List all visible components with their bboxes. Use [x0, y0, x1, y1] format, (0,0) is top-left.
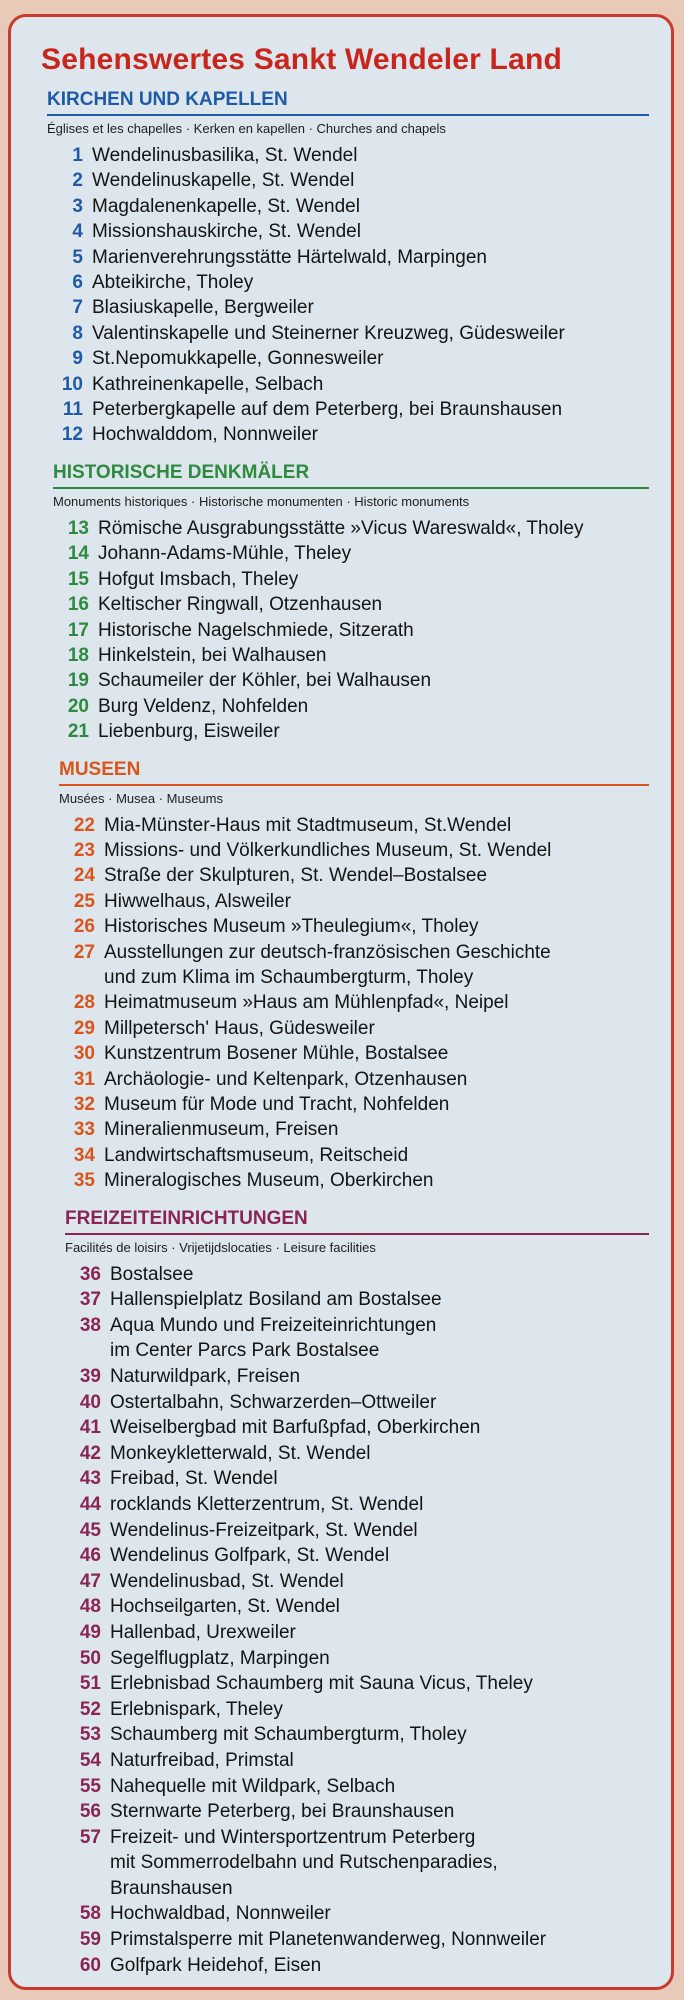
item-text-block — [110, 1287, 649, 1313]
item-text: Peterbergkapelle auf dem Peterberg, bei Braunshausen — [92, 399, 563, 421]
list-item — [41, 245, 649, 270]
list-item — [59, 1927, 649, 1953]
list-item — [41, 219, 649, 244]
item-number: 59 — [79, 1929, 101, 1951]
item-text-block — [110, 1825, 649, 1902]
item-text: Kathreinenkapelle, Selbach — [92, 373, 324, 395]
item-text: Bostalsee — [110, 1263, 194, 1285]
list-item — [59, 1364, 649, 1390]
item-number: 14 — [67, 543, 89, 565]
item-text-block — [110, 1774, 649, 1800]
item-text-block — [110, 1543, 649, 1569]
item-text-block — [92, 194, 649, 219]
item-text: Hochwalddom, Nonnweiler — [92, 424, 318, 446]
item-text: Straße der Skulpturen, St. Wendel–Bostalsee — [104, 865, 488, 887]
item-text: Hochwaldbad, Nonnweiler — [110, 1903, 331, 1925]
item-number: 39 — [79, 1366, 101, 1387]
item-number: 37 — [79, 1289, 101, 1311]
item-number: 9 — [72, 348, 83, 370]
list-item — [59, 1313, 649, 1364]
item-number: 41 — [79, 1417, 101, 1439]
item-text: Abteikirche, Tholey — [92, 272, 254, 294]
item-number: 26 — [73, 916, 95, 938]
list-item — [59, 1697, 649, 1723]
list-item — [41, 194, 649, 219]
list-item — [53, 940, 649, 991]
item-number: 45 — [79, 1519, 101, 1541]
list-item — [59, 1518, 649, 1544]
item-text-block — [92, 422, 649, 447]
item-number: 49 — [79, 1621, 101, 1643]
section-heading: FREIZEITEINRICHTUNGEN — [65, 1208, 649, 1235]
item-text: Freizeit- und Wintersportzentrum Peterberg — [110, 1826, 476, 1848]
item-text-block — [92, 321, 649, 346]
item-number: 2 — [72, 170, 83, 192]
item-text-block — [110, 1927, 649, 1953]
item-number: 8 — [72, 322, 83, 344]
list-item — [59, 1492, 649, 1518]
list-item — [53, 914, 649, 939]
item-number: 38 — [79, 1314, 101, 1336]
item-text-block — [104, 1092, 649, 1117]
item-number: 29 — [73, 1017, 95, 1039]
item-text: Wendelinuskapelle, St. Wendel — [92, 170, 355, 192]
list-item — [59, 1390, 649, 1416]
item-text-block — [110, 1313, 649, 1364]
item-text-block — [110, 1620, 649, 1646]
item-text: Primstalsperre mit Planetenwanderweg, Nonnweiler — [110, 1929, 547, 1951]
item-text: Valentinskapelle und Steinerner Kreuzweg, Güdesweiler — [92, 322, 565, 344]
section-subtitle: Musées · Musea · Museums — [59, 790, 223, 806]
item-text-continued: und zum Klima im Schaumbergturm, Tholey — [104, 966, 474, 988]
list-item — [41, 321, 649, 346]
item-number: 12 — [61, 424, 83, 446]
item-text: Kunstzentrum Bosener Mühle, Bostalsee — [104, 1043, 449, 1065]
item-text-block — [98, 567, 649, 592]
item-text-block — [98, 719, 649, 744]
item-text-block — [98, 516, 649, 541]
list-item — [59, 1671, 649, 1697]
item-number: 24 — [73, 865, 95, 887]
item-text: Hochseilgarten, St. Wendel — [110, 1596, 340, 1618]
item-text: Wendelinusbad, St. Wendel — [110, 1570, 344, 1592]
item-text-block — [110, 1594, 649, 1620]
item-text: Hiwwelhaus, Alsweiler — [104, 890, 291, 912]
list-item — [59, 1466, 649, 1492]
item-text: Liebenburg, Eisweiler — [98, 721, 280, 743]
item-text: Schaumberg mit Schaumbergturm, Tholey — [110, 1724, 467, 1746]
item-text: Missionshauskirche, St. Wendel — [92, 221, 361, 243]
list-item — [41, 397, 649, 422]
item-text-block — [92, 295, 649, 320]
list-item — [59, 1722, 649, 1748]
item-text: Johann-Adams-Mühle, Theley — [98, 543, 352, 565]
item-text: Freibad, St. Wendel — [110, 1468, 278, 1490]
section-heading: MUSEEN — [59, 759, 649, 786]
item-text: Museum für Mode und Tracht, Nohfelden — [104, 1094, 450, 1115]
item-text-block — [98, 618, 649, 643]
item-text: Erlebnisbad Schaumberg mit Sauna Vicus, Theley — [110, 1673, 533, 1695]
item-text: Aqua Mundo und Freizeiteinrichtungen — [110, 1314, 437, 1336]
list-item — [59, 1594, 649, 1620]
item-number: 1 — [72, 145, 83, 166]
item-text: Naturfreibad, Primstal — [110, 1749, 294, 1771]
item-text-block — [110, 1799, 649, 1825]
item-text-block — [110, 1569, 649, 1595]
item-text: Missions- und Völkerkundliches Museum, St. Wendel — [104, 839, 552, 861]
item-text-block — [104, 838, 649, 863]
list-item — [53, 1067, 649, 1092]
list-item — [53, 889, 649, 914]
item-number: 40 — [79, 1391, 101, 1413]
item-text-block — [104, 1067, 649, 1092]
item-number: 15 — [67, 568, 89, 590]
item-text-block — [110, 1953, 649, 1979]
item-text: Hallenspielplatz Bosiland am Bostalsee — [110, 1289, 442, 1311]
list-item — [53, 1117, 649, 1142]
item-number: 4 — [72, 221, 83, 243]
list-item — [53, 838, 649, 863]
item-number: 7 — [72, 297, 83, 319]
item-number: 6 — [72, 272, 83, 294]
item-number: 35 — [73, 1170, 95, 1192]
item-text: Hofgut Imsbach, Theley — [98, 568, 299, 590]
item-text: Monkeykletterwald, St. Wendel — [110, 1442, 371, 1464]
item-text-block — [110, 1697, 649, 1723]
item-number: 60 — [79, 1954, 101, 1976]
list-item — [59, 1441, 649, 1467]
sign-title: Sehenswertes Sankt Wendeler Land — [41, 43, 563, 76]
item-text-block — [104, 1143, 649, 1168]
item-number: 19 — [67, 670, 89, 692]
item-number: 54 — [79, 1749, 101, 1771]
item-text-block — [110, 1390, 649, 1416]
list-item — [47, 618, 649, 643]
item-number: 10 — [61, 373, 83, 395]
item-number: 20 — [67, 695, 89, 717]
list-item — [47, 643, 649, 668]
item-number: 16 — [67, 594, 89, 616]
item-number: 3 — [72, 195, 83, 217]
item-number: 52 — [79, 1698, 101, 1720]
item-text-block — [92, 245, 649, 270]
item-text-block — [104, 914, 649, 939]
item-text: Wendelinusbasilika, St. Wendel — [92, 145, 358, 166]
item-number: 18 — [67, 644, 89, 666]
item-number: 50 — [79, 1647, 101, 1669]
list-item — [47, 516, 649, 541]
item-text: Sternwarte Peterberg, bei Braunshausen — [110, 1801, 455, 1823]
item-text: Wendelinus Golfpark, St. Wendel — [110, 1545, 390, 1567]
item-number: 57 — [79, 1826, 101, 1848]
item-text-block — [104, 1117, 649, 1142]
item-number: 48 — [79, 1596, 101, 1618]
item-text: Mineralienmuseum, Freisen — [104, 1119, 339, 1141]
item-text-block — [110, 1518, 649, 1544]
list-item — [59, 1262, 649, 1288]
list-item — [59, 1825, 649, 1902]
list-item — [47, 567, 649, 592]
item-number: 44 — [79, 1493, 101, 1515]
list-item — [59, 1748, 649, 1774]
list-item — [59, 1953, 649, 1979]
item-text: Burg Veldenz, Nohfelden — [98, 695, 309, 717]
list-item — [47, 668, 649, 693]
item-text: Hallenbad, Urexweiler — [110, 1621, 296, 1643]
item-number: 25 — [73, 890, 95, 912]
item-number: 5 — [72, 246, 83, 268]
item-text-block — [104, 813, 649, 838]
section-subtitle: Facilités de loisirs · Vrijetijdslocaties · Leisure facilities — [65, 1239, 376, 1255]
list-item — [59, 1620, 649, 1646]
list-item — [53, 813, 649, 838]
item-number: 42 — [79, 1442, 101, 1464]
list-item — [47, 719, 649, 744]
section-subtitle: Monuments historiques · Historische monumenten · Historic monuments — [53, 493, 470, 509]
item-text: Hinkelstein, bei Walhausen — [98, 644, 327, 666]
item-text-block — [104, 1168, 649, 1193]
item-text: Römische Ausgrabungsstätte »Vicus Wareswald«, Tholey — [98, 517, 584, 539]
list-item — [41, 295, 649, 320]
item-text: Mineralogisches Museum, Oberkirchen — [104, 1170, 434, 1192]
item-number: 13 — [67, 517, 89, 539]
item-text-block — [92, 143, 649, 168]
item-text: Naturwildpark, Freisen — [110, 1366, 301, 1387]
item-text: Schaumeiler der Köhler, bei Walhausen — [98, 670, 432, 692]
list-item — [41, 143, 649, 168]
list-item — [53, 1092, 649, 1117]
item-number: 23 — [73, 839, 95, 861]
item-text-block — [110, 1441, 649, 1467]
list-item — [53, 1041, 649, 1066]
item-text: Mia-Münster-Haus mit Stadtmuseum, St.Wendel — [104, 814, 512, 836]
item-number: 28 — [73, 992, 95, 1014]
list-item — [47, 694, 649, 719]
item-text-block — [98, 592, 649, 617]
list-item — [47, 592, 649, 617]
item-text-block — [98, 541, 649, 566]
item-list — [53, 813, 649, 1194]
item-text-block — [110, 1262, 649, 1288]
item-number: 55 — [79, 1775, 101, 1797]
item-text-block — [92, 219, 649, 244]
section-monuments — [47, 462, 649, 745]
item-text-block — [110, 1646, 649, 1672]
list-item — [59, 1415, 649, 1441]
item-number: 46 — [79, 1545, 101, 1567]
list-item — [59, 1569, 649, 1595]
item-text: Historisches Museum »Theulegium«, Tholey — [104, 916, 479, 938]
sections-container — [35, 89, 649, 1978]
item-text: Historische Nagelschmiede, Sitzerath — [98, 619, 414, 641]
item-text-block — [92, 372, 649, 397]
item-text-block — [92, 270, 649, 295]
section-heading: KIRCHEN UND KAPELLEN — [47, 89, 649, 116]
item-text-block — [110, 1722, 649, 1748]
item-number: 17 — [67, 619, 89, 641]
item-list — [47, 516, 649, 745]
item-text: Heimatmuseum »Haus am Mühlenpfad«, Neipel — [104, 992, 509, 1014]
list-item — [41, 422, 649, 447]
item-text-block — [110, 1466, 649, 1492]
list-item — [53, 1143, 649, 1168]
list-item — [59, 1799, 649, 1825]
list-item — [53, 990, 649, 1015]
item-number: 27 — [73, 941, 95, 963]
list-item — [59, 1774, 649, 1800]
list-item — [41, 346, 649, 371]
information-sign — [8, 14, 674, 1990]
item-text: Golfpark Heidehof, Eisen — [110, 1954, 322, 1976]
item-number: 32 — [73, 1094, 95, 1115]
item-text: Magdalenenkapelle, St. Wendel — [92, 195, 360, 217]
section-churches — [41, 89, 649, 448]
item-text: Archäologie- und Keltenpark, Otzenhausen — [104, 1068, 468, 1090]
list-item — [41, 270, 649, 295]
item-number: 34 — [73, 1144, 95, 1166]
item-text-continued: mit Sommerrodelbahn und Rutschenparadies, — [110, 1852, 498, 1874]
item-text-continued: im Center Parcs Park Bostalsee — [110, 1340, 380, 1362]
item-text: Keltischer Ringwall, Otzenhausen — [98, 594, 383, 616]
item-number: 36 — [79, 1263, 101, 1285]
section-museums — [53, 759, 649, 1194]
item-text: Wendelinus-Freizeitpark, St. Wendel — [110, 1519, 418, 1541]
item-text-block — [110, 1364, 649, 1390]
item-text-continued: Braunshausen — [110, 1877, 233, 1899]
item-text: Nahequelle mit Wildpark, Selbach — [110, 1775, 396, 1797]
list-item — [59, 1901, 649, 1927]
item-text-block — [104, 889, 649, 914]
item-list — [59, 1262, 649, 1979]
item-number: 22 — [73, 814, 95, 836]
item-text-block — [98, 694, 649, 719]
item-number: 31 — [73, 1068, 95, 1090]
section-heading: HISTORISCHE DENKMÄLER — [53, 462, 649, 489]
item-number: 47 — [79, 1570, 101, 1592]
item-text: Erlebnispark, Theley — [110, 1698, 283, 1720]
list-item — [53, 1016, 649, 1041]
item-number: 21 — [67, 721, 89, 743]
item-text: Millpetersch' Haus, Güdesweiler — [104, 1017, 375, 1039]
item-text-block — [104, 990, 649, 1015]
item-text-block — [110, 1901, 649, 1927]
item-text-block — [104, 940, 649, 991]
item-text-block — [110, 1492, 649, 1518]
list-item — [59, 1646, 649, 1672]
item-text-block — [110, 1671, 649, 1697]
item-text-block — [110, 1748, 649, 1774]
list-item — [59, 1543, 649, 1569]
item-number: 30 — [73, 1043, 95, 1065]
item-text-block — [104, 1016, 649, 1041]
item-text: Blasiuskapelle, Bergweiler — [92, 297, 314, 319]
item-text: Marienverehrungsstätte Härtelwald, Marpingen — [92, 246, 487, 268]
item-text-block — [104, 1041, 649, 1066]
item-number: 33 — [73, 1119, 95, 1141]
list-item — [53, 863, 649, 888]
item-text-block — [98, 668, 649, 693]
item-text: St.Nepomukkapelle, Gonnesweiler — [92, 348, 384, 370]
item-text: Segelflugplatz, Marpingen — [110, 1647, 330, 1669]
item-text: Ostertalbahn, Schwarzerden–Ottweiler — [110, 1391, 437, 1413]
list-item — [59, 1287, 649, 1313]
item-text-block — [98, 643, 649, 668]
item-text-block — [92, 346, 649, 371]
item-text-block — [92, 397, 649, 422]
item-list — [41, 143, 649, 448]
section-subtitle: Églises et les chapelles · Kerken en kapellen · Churches and chapels — [47, 121, 446, 136]
item-text: rocklands Kletterzentrum, St. Wendel — [110, 1493, 424, 1515]
item-text: Weiselbergbad mit Barfußpfad, Oberkirchen — [110, 1417, 481, 1439]
list-item — [41, 372, 649, 397]
item-text-block — [104, 863, 649, 888]
item-number: 53 — [79, 1724, 101, 1746]
item-text: Landwirtschaftsmuseum, Reitscheid — [104, 1144, 409, 1166]
list-item — [53, 1168, 649, 1193]
item-text-block — [110, 1415, 649, 1441]
item-text: Ausstellungen zur deutsch-französischen Geschichte — [104, 941, 551, 963]
item-number: 51 — [79, 1673, 101, 1695]
item-number: 58 — [79, 1903, 101, 1925]
section-leisure — [59, 1208, 649, 1979]
item-number: 56 — [79, 1801, 101, 1823]
item-text-block — [92, 168, 649, 193]
item-number: 11 — [62, 399, 83, 421]
list-item — [41, 168, 649, 193]
list-item — [47, 541, 649, 566]
item-number: 43 — [79, 1468, 101, 1490]
